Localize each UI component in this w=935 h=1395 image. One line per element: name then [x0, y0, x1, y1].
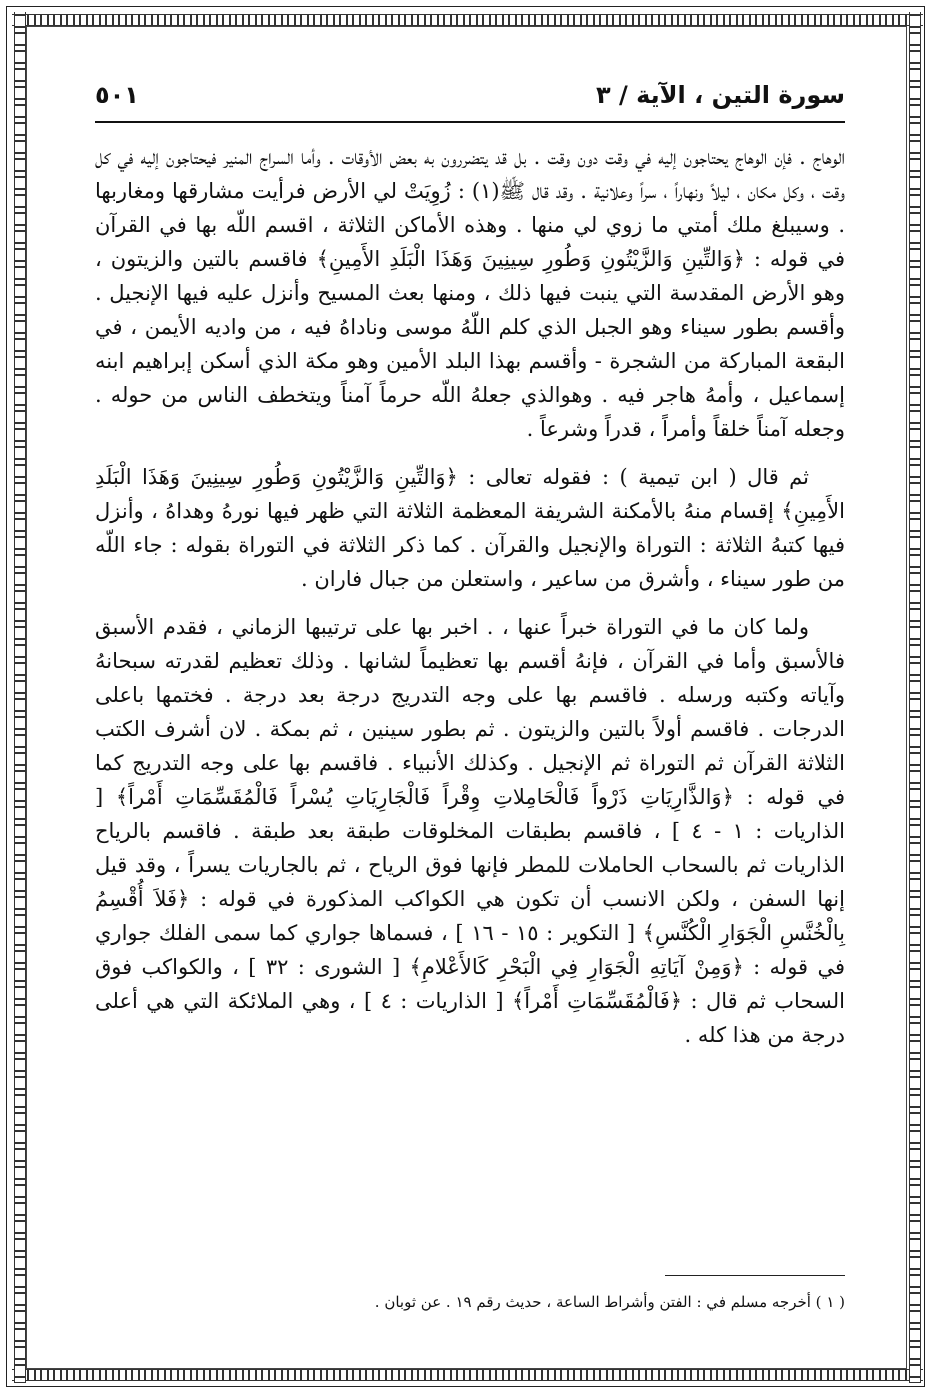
paragraph: ثم قال ( ابن تيمية ) : فقوله تعالى : ﴿وَالتِّينِ وَالزَّيْتُونِ وَطُورِ سِينِينَ وَهَذَا الْبَلَدِ الأَمِينِ﴾ إقسام منهُ بالأمكنة الشريفة المعظمة الثلاثة التي ظهر فيها نورهُ وهداهُ ، وأنزل فيها كتبهُ الثلاثة : التوراة والإنجيل والقرآن . كما ذكر الثلاثة في التوراة بقوله : جاء اللّه من طور سيناء ، وأشرق من ساعير ، واستعلن من جبال فاران . — [95, 465, 845, 591]
paragraph: الوهاج . فإن الوهاج يحتاجون إليه في وقت دون وقت . بل قد يتضررون به بعض الأوقات . وأما السراج المنير فيحتاجون إليه في كل وقت ، وكل مكان ، ليلاً ونهاراً ، سراً وعلانية . وقد قال ﷺ(١) : زُوِيَتْ لي الأرض فرأيت مشارقها ومغاربها . وسيبلغ ملك أمتي ما زوي لي منها . وهذه الأماكن الثلاثة ، اقسم اللّه بها في القرآن في قوله : ﴿وَالتِّينِ وَالزَّيْتُونِ وَطُورِ سِينِينَ وَهَذَا الْبَلَدِ الأَمِينِ﴾ فاقسم بالتين والزيتون ، وهو الأرض المقدسة التي ينبت فيها ذلك ، ومنها بعث المسيح وأنزل عليه فيها الإنجيل . وأقسم بطور سيناء وهو الجبل الذي كلم اللّهُ موسى وناداهُ فيه ، من واديه الأيمن ، في البقعة المباركة من الشجرة - وأقسم بهذا البلد الأمين وهو مكة الذي أسكن إبراهيم ابنه إسماعيل ، وأمهُ هاجر فيه . وهوالذي جعلهُ اللّه حرماً آمناً ويتخطف الناس من حوله . وجعله آمناً خلقاً وأمراً ، قدراً وشرعاً . — [95, 145, 845, 441]
header-rule — [95, 121, 845, 123]
footnote: ( ١ ) أخرجه مسلم في : الفتن وأشراط الساعة ، حديث رقم ١٩ . عن ثوبان . — [374, 1293, 845, 1311]
ornamental-border-top — [12, 14, 923, 26]
page-number: ٥٠١ — [95, 81, 139, 109]
chapter-title: سورة التين ، الآية / ٣ — [595, 81, 845, 109]
ornamental-border-bottom — [12, 1369, 923, 1381]
ornamental-border-left — [14, 12, 26, 1383]
main-text — [95, 140, 845, 1240]
ornamental-border-right — [909, 12, 921, 1383]
paragraph: ولما كان ما في التوراة خبراً عنها ، . اخبر بها على ترتيبها الزماني ، فقدم الأسبق فالأسبق وأما في القرآن ، فإنهُ أقسم بها تعظيماً لشانها . وذلك تعظيم لقدرته سبحانهُ وآياته وكتبه ورسله . فاقسم بها على وجه التدريج درجة بعد درجة . فختمها باعلى الدرجات . فاقسم أولاً بالتين والزيتون . ثم بطور سينين ، ثم بمكة . لان أشرف الكتب الثلاثة القرآن ثم التوراة ثم الإنجيل . وكذلك الأنبياء . فاقسم بها على وجه التدريج كما في قوله : ﴿وَالذَّارِيَاتِ ذَرْواً فَالْحَامِلاتِ وِقْراً فَالْجَارِيَاتِ يُسْراً فَالْمُقَسِّمَاتِ أَمْراً﴾ [ الذاريات : ١ - ٤ ] ، فاقسم بطبقات المخلوقات طبقة بعد طبقة . فاقسم بالرياح الذاريات ثم بالسحاب الحاملات للمطر فإنها فوق الرياح ، ثم بالجاريات يسراً ، وقد قيل إنها السفن ، ولكن الانسب أن تكون هي الكواكب المذكورة في قوله : ﴿فَلاَ أُقْسِمُ بِالْخُنَّسِ الْجَوَارِ الْكُنَّسِ﴾ [ التكوير : ١٥ - ١٦ ] ، فسماها جواري كما سمى الفلك جواري في قوله : ﴿وَمِنْ آيَاتِهِ الْجَوَارِ فِي الْبَحْرِ كَالأَعْلامِ﴾ [ الشورى : ٣٢ ] ، والكواكب فوق السحاب ثم قال : ﴿فَالْمُقَسِّمَاتِ أَمْراً﴾ [ الذاريات : ٤ ] ، وهي الملائكة التي هي أعلى درجة من هذا كله . — [95, 615, 845, 1047]
running-header — [95, 75, 845, 115]
footnote-rule — [665, 1275, 845, 1276]
